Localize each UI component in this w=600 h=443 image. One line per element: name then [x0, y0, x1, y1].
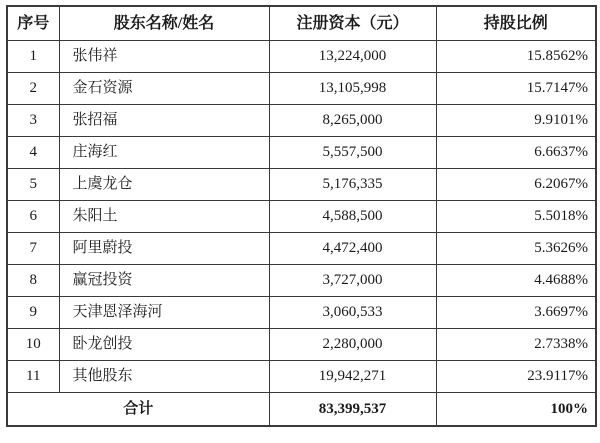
- total-capital: 83,399,537: [269, 393, 436, 427]
- shareholder-name: 阿里蔚投: [59, 233, 269, 265]
- table-row: [7, 137, 596, 169]
- registered-capital: 19,942,271: [269, 361, 436, 393]
- table-row: [7, 201, 596, 233]
- row-index: 1: [7, 41, 59, 73]
- row-index: 4: [7, 137, 59, 169]
- registered-capital: 13,105,998: [269, 73, 436, 105]
- table-row: [7, 297, 596, 329]
- shareholder-name: 张招福: [59, 105, 269, 137]
- registered-capital: 3,060,533: [269, 297, 436, 329]
- table-row: [7, 361, 596, 393]
- row-index: 7: [7, 233, 59, 265]
- registered-capital: 8,265,000: [269, 105, 436, 137]
- shareholding-ratio: 23.9117%: [436, 361, 596, 393]
- shareholder-name: 庄海红: [59, 137, 269, 169]
- total-label: 合计: [7, 393, 269, 427]
- shareholding-ratio: 9.9101%: [436, 105, 596, 137]
- row-index: 2: [7, 73, 59, 105]
- registered-capital: 5,557,500: [269, 137, 436, 169]
- shareholding-ratio: 6.2067%: [436, 169, 596, 201]
- registered-capital: 4,588,500: [269, 201, 436, 233]
- table-row: [7, 73, 596, 105]
- shareholding-ratio: 15.8562%: [436, 41, 596, 73]
- table-row: [7, 105, 596, 137]
- shareholding-ratio: 4.4688%: [436, 265, 596, 297]
- registered-capital: 13,224,000: [269, 41, 436, 73]
- shareholding-ratio: 5.3626%: [436, 233, 596, 265]
- row-index: 11: [7, 361, 59, 393]
- header-row: [7, 6, 596, 41]
- total-pct: 100%: [436, 393, 596, 427]
- registered-capital: 3,727,000: [269, 265, 436, 297]
- shareholder-name: 朱阳土: [59, 201, 269, 233]
- registered-capital: 4,472,400: [269, 233, 436, 265]
- shareholding-ratio: 15.7147%: [436, 73, 596, 105]
- shareholder-name: 张伟祥: [59, 41, 269, 73]
- shareholder-name: 其他股东: [59, 361, 269, 393]
- shareholder-table: [6, 5, 597, 427]
- shareholder-name: 金石资源: [59, 73, 269, 105]
- shareholder-name: 上虞龙仓: [59, 169, 269, 201]
- registered-capital: 5,176,335: [269, 169, 436, 201]
- shareholding-ratio: 3.6697%: [436, 297, 596, 329]
- row-index: 6: [7, 201, 59, 233]
- total-row: [7, 393, 596, 427]
- registered-capital: 2,280,000: [269, 329, 436, 361]
- row-index: 5: [7, 169, 59, 201]
- header-name: 股东名称/姓名: [59, 6, 269, 41]
- shareholding-ratio: 2.7338%: [436, 329, 596, 361]
- row-index: 10: [7, 329, 59, 361]
- header-capital: 注册资本（元）: [269, 6, 436, 41]
- table-row: [7, 233, 596, 265]
- shareholder-name: 天津恩泽海河: [59, 297, 269, 329]
- header-no: 序号: [7, 6, 59, 41]
- table-row: [7, 329, 596, 361]
- header-pct: 持股比例: [436, 6, 596, 41]
- shareholder-name: 卧龙创投: [59, 329, 269, 361]
- shareholding-ratio: 5.5018%: [436, 201, 596, 233]
- table-row: [7, 169, 596, 201]
- row-index: 3: [7, 105, 59, 137]
- table-row: [7, 265, 596, 297]
- shareholding-ratio: 6.6637%: [436, 137, 596, 169]
- shareholder-name: 赢冠投资: [59, 265, 269, 297]
- row-index: 8: [7, 265, 59, 297]
- row-index: 9: [7, 297, 59, 329]
- table-row: [7, 41, 596, 73]
